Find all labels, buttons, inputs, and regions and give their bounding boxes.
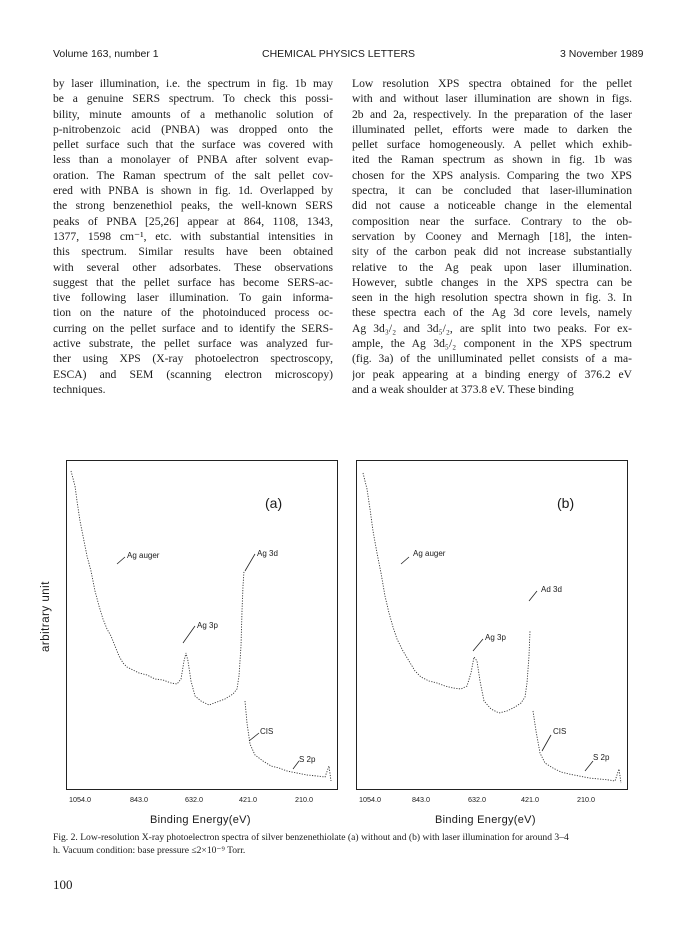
- tick-b-3: 421.0: [521, 795, 539, 804]
- spectrum-b-trace-low: [533, 711, 621, 783]
- header-volume: Volume 163, number 1: [53, 48, 159, 60]
- spectrum-b-plot: [357, 461, 629, 791]
- right-text-column: [352, 76, 632, 397]
- left-text-column: [53, 76, 333, 397]
- text-line: 2b and 2a, respectively. In the preparation of the laser: [352, 107, 632, 121]
- caption-line-1: Fig. 2. Low-resolution X-ray photoelectron spectra of silver benzenethiolate (a) without and (b) with laser illumination for around 3–4: [53, 832, 569, 843]
- header-journal: CHEMICAL PHYSICS LETTERS: [262, 48, 416, 60]
- text-line: peaks of PNBA [25,26] appear at 864, 1108, 1343,: [53, 214, 333, 228]
- text-line: p-nitrobenzoic acid (PNBA) was dropped onto the: [53, 122, 333, 136]
- header-date: 3 November 1989: [560, 48, 644, 60]
- text-line: sity of the carbon peak did not increase substantially: [352, 245, 632, 259]
- text-line: composition near the surface. Contrary to the ob-: [352, 214, 632, 228]
- text-line: suggest that the pellet surface has become SERS-ac-: [53, 275, 333, 289]
- annotation-s2p-b: S 2p: [593, 753, 610, 762]
- text-line: servation by Cooney and Mernagh [18], the inten-: [352, 229, 632, 243]
- annotation-ag-3p-b: Ag 3p: [485, 633, 506, 642]
- text-line: oration. The Raman spectrum of the salt pellet cov-: [53, 168, 333, 182]
- panel-a-label: (a): [265, 495, 283, 511]
- text-line: ered with PNBA is shown in fig. 1d. Overlapped by: [53, 184, 333, 198]
- tick-b-2: 632.0: [468, 795, 486, 804]
- text-line: this spectrum. Similar results have been obtained: [53, 245, 333, 259]
- text-line: be a genuine SERS spectrum. To check this possi-: [53, 92, 333, 106]
- text-line: these spectra each of the Ag 3d core levels, namely: [352, 306, 632, 320]
- text-line: tive following laser illumination. To gain informa-: [53, 291, 333, 305]
- spectrum-panel-b: [356, 460, 628, 790]
- tick-a-2: 632.0: [185, 795, 203, 804]
- text-line: by laser illumination, i.e. the spectrum in fig. 1b may: [53, 77, 333, 90]
- text-line: Low resolution XPS spectra obtained for the pellet: [352, 77, 632, 90]
- text-line: illuminated pellet, efforts were made to darken the: [352, 122, 632, 136]
- text-line: tion on the nature of the photoinduced process oc-: [53, 306, 333, 320]
- caption-line-2: h. Vacuum condition: base pressure ≤2×10⁻⁹ Torr.: [53, 845, 246, 856]
- y-axis-label: arbitrary unit: [40, 581, 52, 652]
- text-line: ample, the Ag 3d₅/₂ component in the XPS spectrum: [352, 337, 632, 351]
- text-line: Ag 3d₃/₂ and 3d₅/₂, are split into two peaks. For ex-: [352, 321, 632, 335]
- page-number: 100: [53, 877, 73, 892]
- text-line: did not cause a noticeable change in the elemental: [352, 199, 632, 213]
- text-line: less than a monolayer of PNBA after solvent evap-: [53, 153, 333, 167]
- figure-caption: [53, 831, 633, 857]
- annotation-cis-b: CIS: [553, 727, 567, 736]
- text-line: pellet surface homogeneously. A pellet which exhib-: [352, 138, 632, 152]
- text-line: curring on the pellet surface and to identify the SERS-: [53, 321, 333, 335]
- spectrum-a-trace-low: [245, 701, 331, 781]
- spectrum-a-trace: [71, 471, 244, 705]
- annotation-ag-auger: Ag auger: [127, 551, 160, 560]
- text-line: pellet surface such that the surface was covered with: [53, 138, 333, 152]
- spectrum-b-trace: [363, 473, 530, 713]
- text-line: ESCA) and SEM (scanning electron microscopy): [53, 367, 333, 381]
- text-line: techniques.: [53, 382, 106, 396]
- text-line: the strong benzenethiol peaks, the well-known SERS: [53, 199, 333, 213]
- tick-b-4: 210.0: [577, 795, 595, 804]
- text-line: with and without laser illumination are shown in figs.: [352, 92, 632, 106]
- text-line: relative to the Ag peak upon laser illumination.: [352, 260, 632, 274]
- text-line: ited the Raman spectrum as shown in fig. 1b was: [352, 153, 632, 167]
- text-line: and a weak shoulder at 373.8 eV. These binding: [352, 382, 574, 396]
- tick-b-1: 843.0: [412, 795, 430, 804]
- text-line: bility, minute amounts of a methanolic solution of: [53, 107, 333, 121]
- text-line: chosen for the XPS analysis. Comparing the two XPS: [352, 168, 632, 182]
- annotation-cis: CIS: [260, 727, 274, 736]
- tick-a-0: 1054.0: [69, 795, 91, 804]
- tick-b-0: 1054.0: [359, 795, 381, 804]
- text-line: ther using XPS (X-ray photoelectron spectroscopy,: [53, 352, 333, 366]
- text-line: seen in the high resolution spectra shown in fig. 3. In: [352, 291, 632, 305]
- panel-b-label: (b): [557, 495, 575, 511]
- annotation-ag-3d: Ag 3d: [257, 549, 278, 558]
- text-line: jor peak appearing at a binding energy of 376.2 eV: [352, 367, 632, 381]
- tick-a-3: 421.0: [239, 795, 257, 804]
- tick-a-1: 843.0: [130, 795, 148, 804]
- annotation-s2p: S 2p: [299, 755, 316, 764]
- spectrum-panel-a: [66, 460, 338, 790]
- text-line: (fig. 3a) of the unilluminated pellet consists of a ma-: [352, 352, 632, 366]
- text-line: active substrate, the pellet surface was analyzed fur-: [53, 337, 333, 351]
- text-line: spectra, it can be concluded that laser-illumination: [352, 184, 632, 198]
- tick-a-4: 210.0: [295, 795, 313, 804]
- text-line: with several other adsorbates. These observations: [53, 260, 333, 274]
- x-axis-label-a: Binding Energy(eV): [150, 814, 251, 826]
- annotation-ag-auger-b: Ag auger: [413, 549, 446, 558]
- x-axis-label-b: Binding Energy(eV): [435, 814, 536, 826]
- annotation-ad-3d: Ad 3d: [541, 585, 562, 594]
- text-line: However, subtle changes in the XPS spectra can be: [352, 275, 632, 289]
- annotation-ag-3p: Ag 3p: [197, 621, 218, 630]
- text-line: 1377, 1598 cm⁻¹, etc. with substantial intensities in: [53, 229, 333, 243]
